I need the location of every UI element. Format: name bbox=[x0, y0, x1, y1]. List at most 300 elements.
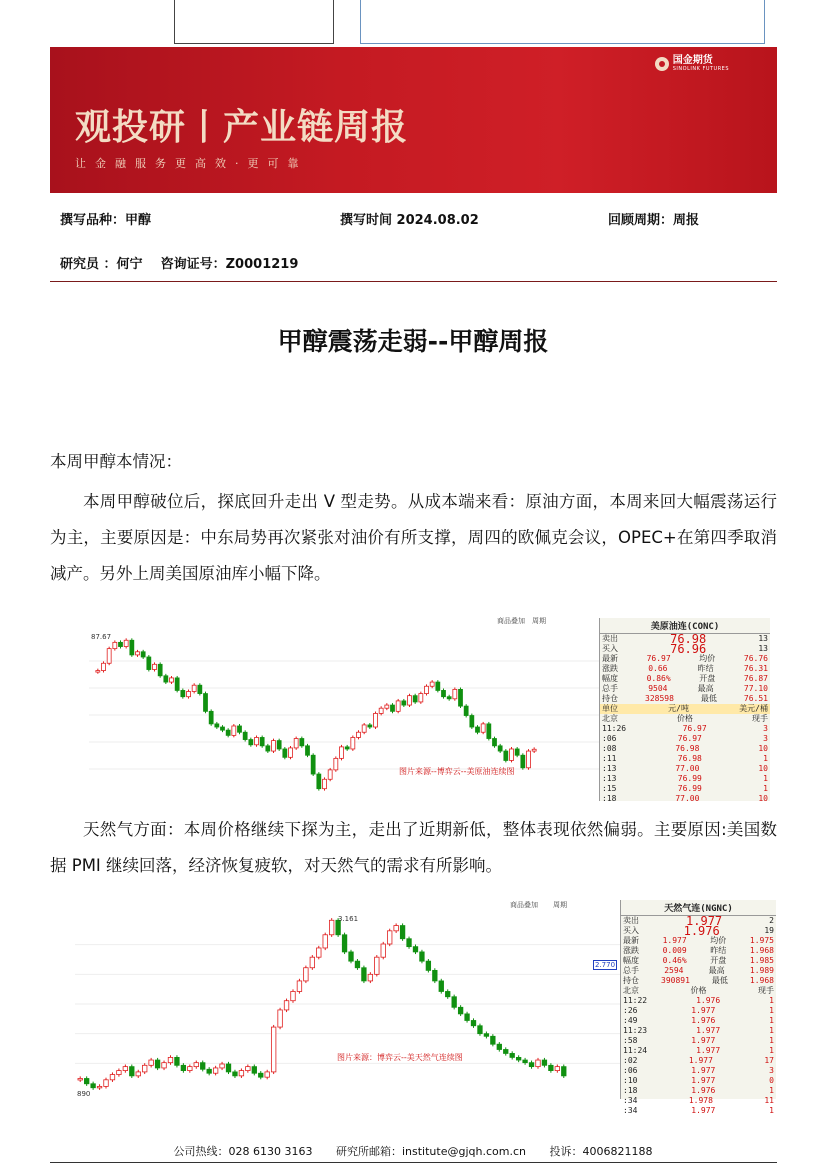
candle bbox=[294, 739, 298, 748]
paragraph-crude-oil: 本周甲醇破位后，探底回升走出 V 型走势。从成本端来看：原油方面，本周来回大幅震荡运行为主，主要原因是：中东局势再次紧张对油价有所支撑，周四的欧佩克会议，OPEC+在第四季取消减产。另外上周美国原油库小幅下降。 bbox=[50, 492, 777, 583]
ticks-col-label: 北京 bbox=[602, 714, 618, 723]
candle bbox=[484, 1034, 489, 1037]
candle bbox=[408, 696, 412, 705]
candle bbox=[207, 1069, 212, 1073]
stat-value: 76.31 bbox=[743, 664, 768, 673]
tick-price: 1.977 bbox=[691, 1006, 716, 1015]
candle bbox=[221, 727, 225, 730]
stat-label: 最新 bbox=[623, 936, 639, 945]
quote-price: 1.977 bbox=[686, 914, 723, 928]
natural-gas-chart bbox=[75, 897, 775, 1115]
quote-panel bbox=[620, 900, 776, 1115]
tick-price: 1.977 bbox=[691, 1066, 716, 1075]
candle bbox=[271, 1027, 276, 1072]
crude-oil-candlestick bbox=[89, 614, 599, 801]
stat-value: 9504 bbox=[648, 684, 668, 693]
banner-title: 观投研丨产业链周报 bbox=[75, 107, 409, 148]
tick-volume: 1 bbox=[763, 754, 768, 763]
candle bbox=[396, 701, 400, 711]
tick-volume: 1 bbox=[769, 1016, 774, 1025]
stat-label: 最低 bbox=[700, 694, 717, 703]
candle bbox=[532, 749, 536, 751]
tick-price: 77.00 bbox=[675, 764, 700, 773]
tick-price: 77.00 bbox=[675, 794, 700, 803]
candle bbox=[504, 751, 508, 760]
quote-stat-row bbox=[600, 674, 770, 684]
meta-period: 回顾周期：周报 bbox=[608, 213, 700, 228]
candle bbox=[233, 1072, 238, 1076]
toolbar-overlay[interactable]: 商品叠加 bbox=[497, 617, 525, 625]
quote-stat-row bbox=[621, 956, 776, 966]
candle bbox=[527, 751, 531, 768]
footer-complaint: 投诉：4006821188 bbox=[549, 1145, 653, 1158]
tick-row bbox=[621, 1076, 776, 1086]
candle bbox=[445, 991, 450, 996]
tick-row bbox=[621, 1016, 776, 1026]
meta-variety: 撰写品种：甲醇 bbox=[60, 213, 152, 228]
candle bbox=[521, 755, 525, 768]
candle bbox=[453, 689, 457, 698]
tick-time: 11:26 bbox=[602, 724, 627, 733]
tick-price: 1.977 bbox=[688, 1056, 713, 1065]
tick-price: 76.98 bbox=[675, 744, 700, 753]
candle bbox=[232, 726, 236, 735]
price-marker: 2.770 bbox=[595, 961, 616, 969]
tick-price: 76.99 bbox=[677, 784, 702, 793]
candle bbox=[447, 697, 451, 699]
candle bbox=[119, 642, 123, 646]
logo-icon bbox=[655, 57, 669, 71]
candle bbox=[420, 952, 425, 961]
tick-price: 1.977 bbox=[691, 1106, 716, 1115]
stat-value: 76.76 bbox=[743, 654, 768, 663]
candle bbox=[394, 926, 399, 931]
tick-price: 1.977 bbox=[691, 1076, 716, 1085]
tick-row bbox=[600, 794, 770, 804]
meta-time: 撰写时间 2024.08.02 bbox=[340, 213, 479, 228]
tick-volume: 1 bbox=[763, 774, 768, 783]
footer-hotline: 公司热线：028 6130 3163 bbox=[173, 1145, 313, 1158]
quote-buy-row bbox=[621, 926, 776, 936]
candle bbox=[84, 1078, 89, 1083]
tick-row bbox=[600, 754, 770, 764]
candle bbox=[311, 755, 315, 774]
candle bbox=[436, 682, 440, 690]
stat-label: 均价 bbox=[699, 654, 716, 663]
stat-value: 76.97 bbox=[646, 654, 671, 663]
candle bbox=[459, 689, 463, 706]
candle bbox=[510, 749, 514, 760]
candle bbox=[351, 737, 355, 748]
candle bbox=[374, 713, 378, 727]
candle bbox=[266, 746, 270, 751]
stat-value: 390891 bbox=[661, 976, 690, 985]
banner-subtitle: 让金融服务更高效·更可靠 bbox=[75, 157, 308, 170]
quote-price: 76.98 bbox=[670, 632, 707, 646]
candle bbox=[471, 1020, 476, 1025]
tick-time: 11:24 bbox=[623, 1046, 648, 1055]
candle bbox=[289, 748, 293, 757]
candle bbox=[226, 730, 230, 735]
stat-label: 涨跌 bbox=[602, 664, 618, 673]
header-box-left bbox=[174, 0, 334, 44]
tick-row bbox=[621, 1046, 776, 1056]
tick-price: 1.977 bbox=[696, 1046, 721, 1055]
tick-row bbox=[621, 1026, 776, 1036]
tick-volume: 1 bbox=[769, 1106, 774, 1115]
candle bbox=[493, 739, 497, 746]
candle bbox=[91, 1084, 96, 1088]
section-heading: 本周甲醇本情况： bbox=[50, 452, 182, 471]
toolbar-period[interactable]: 周期 bbox=[532, 617, 546, 625]
candle bbox=[368, 725, 372, 727]
candle bbox=[96, 671, 100, 673]
candle bbox=[78, 1078, 83, 1080]
tick-volume: 1 bbox=[769, 996, 774, 1005]
candle bbox=[402, 701, 406, 705]
ticks-col-label: 价格 bbox=[690, 986, 707, 995]
candle bbox=[542, 1060, 547, 1065]
unit-label: 单位 bbox=[602, 704, 618, 713]
candle bbox=[215, 724, 219, 727]
candle bbox=[246, 1067, 251, 1071]
tick-row bbox=[621, 1066, 776, 1076]
quote-volume: 13 bbox=[758, 644, 768, 653]
quote-price: 1.976 bbox=[683, 924, 720, 938]
toolbar-period[interactable]: 周期 bbox=[553, 901, 567, 909]
candle bbox=[149, 1060, 154, 1065]
candle bbox=[188, 1067, 193, 1071]
tick-volume: 3 bbox=[769, 1066, 774, 1075]
tick-row bbox=[621, 1086, 776, 1096]
tick-volume: 1 bbox=[763, 784, 768, 793]
quote-volume: 13 bbox=[758, 634, 768, 643]
tick-row bbox=[600, 764, 770, 774]
stat-label: 开盘 bbox=[699, 674, 716, 683]
tick-time: :11 bbox=[602, 754, 617, 763]
candle bbox=[107, 649, 111, 664]
candle bbox=[413, 696, 417, 702]
candle bbox=[381, 944, 386, 957]
stat-value: 1.989 bbox=[749, 966, 774, 975]
candle bbox=[310, 957, 315, 968]
candle bbox=[430, 682, 434, 686]
candle bbox=[291, 991, 296, 1000]
candle bbox=[362, 968, 367, 981]
candle bbox=[497, 1044, 502, 1049]
candle bbox=[175, 1057, 180, 1065]
stat-value: 328598 bbox=[645, 694, 674, 703]
footer-email: 研究所邮箱：institute@gjqh.com.cn bbox=[335, 1145, 526, 1158]
candle bbox=[523, 1060, 528, 1063]
stat-label: 幅度 bbox=[602, 674, 618, 683]
quote-stat-row bbox=[621, 976, 776, 986]
candle bbox=[260, 737, 264, 745]
tick-time: :13 bbox=[602, 764, 617, 773]
candle bbox=[549, 1065, 554, 1070]
candle bbox=[272, 741, 276, 751]
tick-row bbox=[621, 1036, 776, 1046]
candle bbox=[503, 1049, 508, 1053]
candle bbox=[555, 1067, 560, 1071]
candle bbox=[255, 737, 259, 744]
candle bbox=[433, 970, 438, 981]
candle bbox=[442, 690, 446, 696]
candle bbox=[147, 657, 151, 670]
candle bbox=[117, 1071, 122, 1075]
stat-label: 持仓 bbox=[623, 976, 639, 985]
tick-volume: 17 bbox=[764, 1056, 774, 1065]
candle bbox=[104, 1080, 109, 1087]
tick-price: 1.977 bbox=[691, 1036, 716, 1045]
candle bbox=[452, 997, 457, 1008]
quote-unit-row bbox=[600, 704, 770, 714]
ticks-col-label: 现手 bbox=[758, 986, 774, 995]
candle bbox=[317, 774, 321, 789]
candle bbox=[97, 1086, 102, 1088]
candle bbox=[458, 1007, 463, 1014]
page-title: 甲醇震荡走弱--甲醇周报 bbox=[277, 327, 549, 356]
candle bbox=[487, 724, 491, 739]
candle bbox=[391, 705, 395, 711]
candle bbox=[562, 1067, 567, 1076]
candle bbox=[187, 691, 191, 696]
tick-time: :34 bbox=[623, 1106, 638, 1115]
candle bbox=[362, 725, 366, 732]
candle bbox=[357, 732, 361, 737]
stat-value: 0.86% bbox=[646, 674, 671, 683]
candle bbox=[349, 952, 354, 961]
candle bbox=[142, 1065, 147, 1072]
tick-price: 76.98 bbox=[677, 754, 702, 763]
stat-label: 总手 bbox=[602, 684, 618, 693]
candle bbox=[481, 724, 485, 732]
candle bbox=[204, 694, 208, 712]
stat-value: 1.968 bbox=[749, 946, 774, 955]
candle bbox=[110, 1075, 115, 1080]
candle bbox=[510, 1053, 515, 1057]
candle bbox=[515, 749, 519, 755]
candle bbox=[340, 747, 344, 758]
tick-volume: 1 bbox=[769, 1026, 774, 1035]
candle bbox=[323, 935, 328, 948]
stat-value: 2594 bbox=[664, 966, 684, 975]
candle bbox=[124, 640, 128, 646]
tick-price: 1.976 bbox=[691, 1086, 716, 1095]
candle bbox=[465, 1014, 470, 1021]
candle bbox=[317, 948, 322, 957]
candle bbox=[439, 981, 444, 992]
candle bbox=[220, 1064, 225, 1068]
candle bbox=[238, 726, 242, 732]
tick-row bbox=[621, 1106, 776, 1116]
candle bbox=[168, 1057, 173, 1062]
tick-row bbox=[600, 774, 770, 784]
candle bbox=[200, 1063, 205, 1070]
candle bbox=[175, 678, 179, 691]
stat-value: 77.10 bbox=[743, 684, 768, 693]
tick-price: 1.976 bbox=[691, 1016, 716, 1025]
tick-time: 11:22 bbox=[623, 996, 648, 1005]
candle bbox=[329, 920, 334, 935]
stat-value: 0.66 bbox=[648, 664, 668, 673]
stat-value: 1.975 bbox=[749, 936, 774, 945]
stat-value: 1.968 bbox=[749, 976, 774, 985]
tick-price: 76.99 bbox=[677, 774, 702, 783]
unit-label: 美元/桶 bbox=[739, 704, 768, 713]
quote-stat-row bbox=[600, 664, 770, 674]
candle bbox=[155, 1060, 160, 1068]
candle bbox=[278, 1010, 283, 1027]
candle bbox=[304, 968, 309, 981]
tick-row bbox=[621, 1056, 776, 1066]
quote-label: 买入 bbox=[623, 926, 639, 935]
candle bbox=[158, 664, 162, 675]
tick-row bbox=[621, 1006, 776, 1016]
candle bbox=[243, 732, 247, 739]
candle bbox=[464, 706, 468, 715]
candle bbox=[498, 746, 502, 751]
stat-value: 1.977 bbox=[662, 936, 687, 945]
quote-buy-row bbox=[600, 644, 770, 654]
tick-row bbox=[600, 734, 770, 744]
candle bbox=[239, 1071, 244, 1076]
candle bbox=[162, 1063, 167, 1068]
candle bbox=[342, 935, 347, 952]
paragraph-natural-gas: 天然气方面：本周价格继续下探为主，走出了近期新低，整体表现依然偏弱。主要原因:美国数据 PMI 继续回落，经济恢复疲软，对天然气的需求有所影响。 bbox=[50, 820, 777, 875]
candle bbox=[323, 779, 327, 788]
candle bbox=[476, 727, 480, 732]
candle bbox=[328, 770, 332, 779]
stat-label: 最低 bbox=[711, 976, 728, 985]
tick-volume: 3 bbox=[763, 734, 768, 743]
tick-price: 76.97 bbox=[677, 734, 702, 743]
crude-oil-chart bbox=[89, 614, 769, 801]
tick-price: 1.976 bbox=[696, 996, 721, 1005]
tick-row bbox=[600, 724, 770, 734]
tick-time: 11:23 bbox=[623, 1026, 648, 1035]
candle bbox=[249, 740, 253, 745]
logo-text-cn: 国金期货 bbox=[672, 55, 713, 66]
candle bbox=[385, 705, 389, 708]
candle bbox=[123, 1067, 128, 1071]
quote-stat-row bbox=[621, 946, 776, 956]
stat-label: 昨结 bbox=[697, 664, 714, 673]
candle bbox=[413, 947, 418, 952]
candle bbox=[300, 739, 304, 746]
report-banner bbox=[50, 47, 777, 193]
footer-divider bbox=[50, 1162, 777, 1163]
stat-value: 0.009 bbox=[662, 946, 687, 955]
candle bbox=[209, 711, 213, 724]
tick-volume: 1 bbox=[769, 1046, 774, 1055]
candle bbox=[198, 685, 202, 693]
tick-time: :58 bbox=[623, 1036, 638, 1045]
stat-label: 昨结 bbox=[710, 946, 727, 955]
tick-volume: 1 bbox=[769, 1006, 774, 1015]
natural-gas-candlestick bbox=[75, 897, 620, 1099]
candle bbox=[529, 1063, 534, 1067]
tick-time: :26 bbox=[623, 1006, 638, 1015]
tick-time: :15 bbox=[602, 784, 617, 793]
candle bbox=[425, 686, 429, 693]
tick-volume: 1 bbox=[769, 1086, 774, 1095]
tick-time: :18 bbox=[623, 1086, 638, 1095]
candle bbox=[130, 1067, 135, 1076]
quote-volume: 19 bbox=[764, 926, 774, 935]
candle bbox=[252, 1067, 257, 1074]
stat-label: 总手 bbox=[623, 966, 639, 975]
stat-label: 涨跌 bbox=[623, 946, 639, 955]
candle bbox=[284, 1001, 289, 1010]
stat-label: 持仓 bbox=[602, 694, 618, 703]
ticks-col-label: 北京 bbox=[623, 986, 639, 995]
tick-time: :06 bbox=[602, 734, 617, 743]
tick-time: :06 bbox=[623, 1066, 638, 1075]
quote-price: 76.96 bbox=[670, 642, 707, 656]
chart-source-note: 图片来源--博弈云--美原油连续图 bbox=[399, 767, 515, 776]
candle bbox=[102, 663, 106, 670]
candle bbox=[170, 678, 174, 682]
candle bbox=[355, 961, 360, 968]
candle bbox=[334, 758, 338, 769]
candle bbox=[153, 664, 157, 669]
candle bbox=[265, 1072, 270, 1077]
candle bbox=[345, 747, 349, 749]
stat-label: 幅度 bbox=[623, 956, 639, 965]
tick-row bbox=[600, 744, 770, 754]
stat-value: 1.985 bbox=[749, 956, 774, 965]
candle bbox=[379, 708, 383, 713]
candle bbox=[164, 676, 168, 682]
stat-label: 最高 bbox=[708, 966, 725, 975]
peak-label: 87.67 bbox=[91, 633, 112, 641]
candle bbox=[130, 640, 134, 655]
tick-time: :10 bbox=[623, 1076, 638, 1085]
tick-time: :13 bbox=[602, 774, 617, 783]
quote-panel-title: 美原油连(CONC) bbox=[600, 618, 770, 634]
candle bbox=[181, 1065, 186, 1070]
candle bbox=[141, 652, 145, 657]
quote-label: 买入 bbox=[602, 644, 618, 653]
candle bbox=[277, 741, 281, 749]
tick-time: :18 bbox=[602, 794, 617, 803]
candle bbox=[470, 716, 474, 727]
tick-row bbox=[621, 1096, 776, 1106]
tick-row bbox=[600, 784, 770, 794]
candle bbox=[283, 749, 287, 757]
candle bbox=[181, 690, 185, 696]
candle bbox=[478, 1026, 483, 1034]
quote-volume: 2 bbox=[769, 916, 774, 925]
tick-volume: 10 bbox=[758, 744, 768, 753]
candle bbox=[407, 939, 412, 947]
ticks-header bbox=[600, 714, 770, 724]
ticks-col-label: 现手 bbox=[752, 714, 768, 723]
quote-panel-title: 天然气连(NGNC) bbox=[621, 900, 776, 916]
candle bbox=[536, 1060, 541, 1067]
stat-label: 开盘 bbox=[710, 956, 727, 965]
tick-time: :34 bbox=[623, 1096, 638, 1105]
meta-researcher: 研究员 ：何宁 咨询证号：Z0001219 bbox=[60, 257, 299, 272]
peak-label: 3.161 bbox=[338, 915, 359, 923]
tick-volume: 11 bbox=[764, 1096, 774, 1105]
toolbar-overlay[interactable]: 商品叠加 bbox=[510, 901, 538, 909]
candle bbox=[226, 1064, 231, 1072]
unit-label: 元/吨 bbox=[668, 704, 689, 713]
stat-label: 最新 bbox=[602, 654, 618, 663]
low-label: 890 bbox=[77, 1090, 91, 1098]
